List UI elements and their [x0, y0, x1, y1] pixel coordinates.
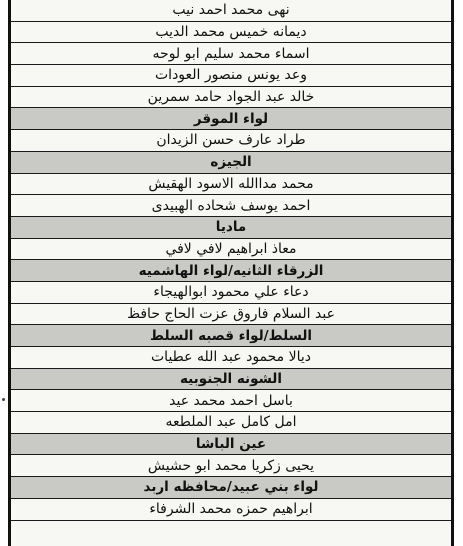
name-row — [11, 239, 451, 261]
section-header-row — [11, 369, 451, 391]
name-text: ابراهيم حمزه محمد الشرفاء — [149, 501, 313, 518]
name-row — [11, 412, 451, 434]
section-header-row — [11, 434, 451, 456]
section-header-text: الجيزه — [210, 154, 252, 171]
name-text: معاذ ابراهيم لافي لافي — [165, 240, 297, 257]
name-row — [11, 43, 451, 65]
name-list-table — [11, 0, 451, 521]
name-row — [11, 130, 451, 152]
section-header-text: الشونه الجنوبيه — [179, 371, 283, 388]
section-header-text: السلط/لواء قصبه السلط — [149, 327, 313, 344]
section-header-row — [11, 325, 451, 347]
section-header-text: عين الباشا — [195, 436, 267, 453]
section-header-row — [11, 152, 451, 174]
name-row — [11, 22, 451, 44]
name-text: امل كامل عبد الملطعه — [165, 414, 297, 431]
section-header-row — [11, 217, 451, 239]
name-row — [11, 0, 451, 22]
name-text: اسماء محمد سليم ابو لوحه — [152, 45, 310, 62]
name-text: احمد يوسف شحاده الهبيدى — [151, 197, 311, 214]
name-text: محمد مداالله الاسود الهقيش — [148, 175, 314, 192]
section-header-text: الزرقاء الثانيه/لواء الهاشميه — [138, 262, 324, 279]
name-row — [11, 390, 451, 412]
section-header-text: لواء الموقر — [193, 110, 269, 127]
name-row — [11, 282, 451, 304]
name-row — [11, 87, 451, 109]
name-row — [11, 174, 451, 196]
name-text: دعاء علي محمود ابوالهيجاء — [153, 284, 309, 301]
name-text: نهى محمد احمد نيب — [172, 2, 290, 19]
name-row — [11, 304, 451, 326]
scan-speck — [2, 398, 5, 401]
name-row — [11, 347, 451, 369]
name-text: ديمانه خميس محمد الديب — [155, 24, 307, 41]
name-text: باسل احمد محمد عيد — [169, 392, 293, 409]
name-text: وعد يونس منصور العودات — [155, 67, 307, 84]
name-row — [11, 65, 451, 87]
name-text: طراد عارف حسن الزيدان — [156, 132, 306, 149]
name-text: ديالا محمود عبد الله عطيات — [151, 349, 312, 366]
name-row — [11, 195, 451, 217]
section-header-row — [11, 477, 451, 499]
document-page — [8, 0, 454, 546]
name-text: يحيى زكريا محمد ابو حشيش — [147, 457, 315, 474]
name-row — [11, 499, 451, 521]
section-header-text: لواء بني عبيد/محافظه اربد — [143, 479, 319, 496]
section-header-row — [11, 108, 451, 130]
name-row — [11, 455, 451, 477]
section-header-row — [11, 260, 451, 282]
section-header-text: ماديا — [215, 219, 247, 236]
name-text: خالد عبد الجواد حامد سمرين — [147, 89, 315, 106]
name-text: عبد السلام فاروق عزت الحاج حافظ — [127, 305, 335, 322]
